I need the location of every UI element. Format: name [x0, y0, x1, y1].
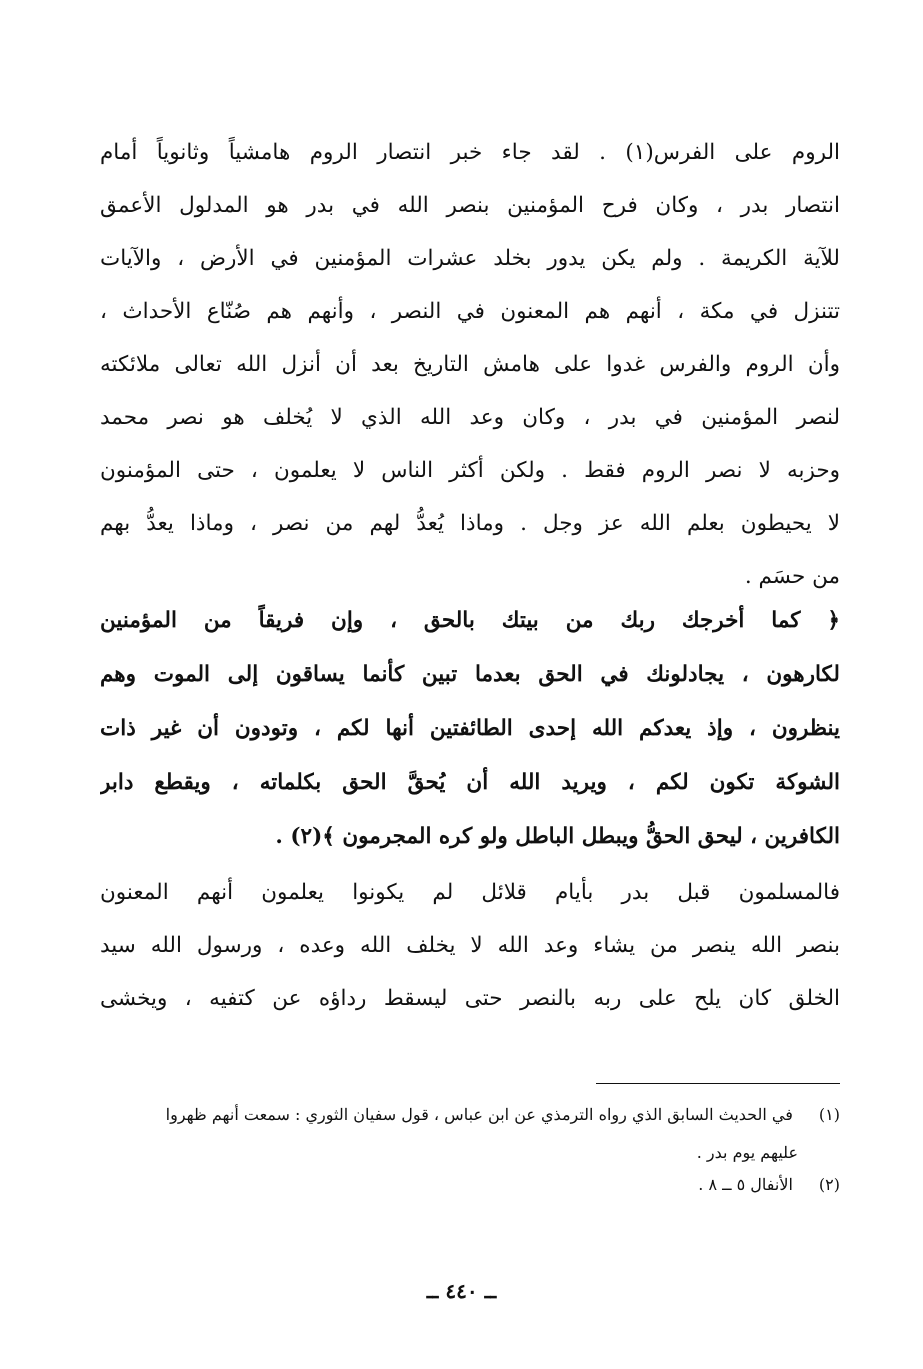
text-line: وحزبه لا نصر الروم فقط . ولكن أكثر الناس لا يعلمون ، حتى المؤمنون: [100, 458, 840, 483]
verse-line: ﴿ كما أخرجك ربك من بيتك بالحق ، وإن فريقاً من المؤمنين: [100, 608, 840, 633]
text-line: وأن الروم والفرس غدوا على هامش التاريخ بعد أن أنزل الله تعالى ملائكته: [100, 352, 840, 377]
verse-line: ينظرون ، وإذ يعدكم الله إحدى الطائفتين أنها لكم ، وتودون أن غير ذات: [100, 716, 840, 741]
page-number: ــ ٤٤٠ ــ: [426, 1279, 497, 1303]
footnote-separator: [596, 1083, 840, 1084]
text-line: الخلق كان يلح على ربه بالنصر حتى ليسقط رداؤه عن كتفيه ، ويخشى: [100, 986, 840, 1011]
body-paragraph-1: [100, 126, 840, 603]
text-line: للآية الكريمة . ولم يكن يدور بخلد عشرات المؤمنين في الأرض ، والآيات: [100, 246, 840, 271]
text-line: الروم على الفرس(١) . لقد جاء خبر انتصار الروم هامشياً وثانوياً أمام: [100, 140, 840, 165]
text-line: من حسَم .: [744, 564, 840, 589]
footnote-2: [100, 1175, 840, 1194]
verse-line: الشوكة تكون لكم ، ويريد الله أن يُحقَّ الحق بكلماته ، ويقطع دابر: [100, 770, 840, 795]
verse-line: الكافرين ، ليحق الحقُّ ويبطل الباطل ولو كره المجرمون ﴾(٢) .: [275, 824, 840, 849]
quran-verse-block: [100, 594, 840, 864]
verse-line: لكارهون ، يجادلونك في الحق بعدما تبين كأنما يساقون إلى الموت وهم: [100, 662, 840, 687]
footnote-text: في الحديث السابق الذي رواه الترمذي عن ابن عباس ، قول سفيان الثوري : سمعت أنهم ظهروا: [165, 1105, 793, 1124]
text-line: انتصار بدر ، وكان فرح المؤمنين بنصر الله في بدر هو المدلول الأعمق: [100, 193, 840, 218]
footnote-text: الأنفال ٥ ــ ٨ .: [698, 1175, 793, 1194]
text-line: تتنزل في مكة ، أنهم هم المعنون في النصر ، وأنهم هم صُنّاع الأحداث ،: [100, 299, 840, 324]
footnote-1: [100, 1096, 840, 1172]
footnote-number: (١): [818, 1105, 840, 1124]
footnote-number: (٢): [818, 1175, 840, 1194]
footnote-text: عليهم يوم بدر .: [696, 1143, 798, 1162]
text-line: فالمسلمون قبل بدر بأيام قلائل لم يكونوا يعلمون أنهم المعنون: [100, 880, 840, 905]
text-line: لنصر المؤمنين في بدر ، وكان وعد الله الذي لا يُخلف هو نصر محمد: [100, 405, 840, 430]
text-line: بنصر الله ينصر من يشاء وعد الله لا يخلف الله وعده ، ورسول الله سيد: [100, 933, 840, 958]
body-paragraph-2: [100, 866, 840, 1025]
text-line: لا يحيطون بعلم الله عز وجل . وماذا يُعدُّ لهم من نصر ، وماذا يعدُّ بهم: [100, 511, 840, 536]
